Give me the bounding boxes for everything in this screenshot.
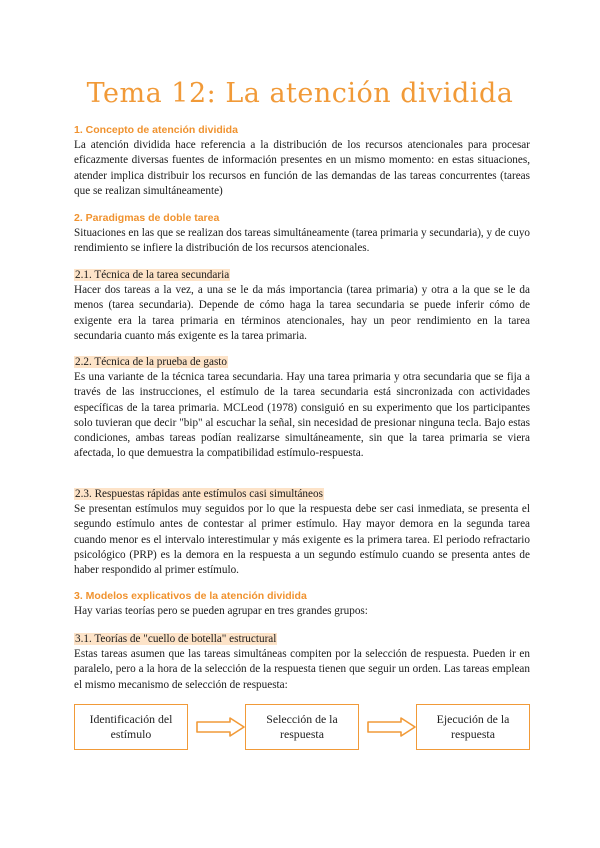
section-2-1 <box>74 268 530 344</box>
section-3-heading: 3. Modelos explicativos de la atención dividida <box>74 590 307 602</box>
section-2-1-heading-text: 2.1. Técnica de la tarea secundaria <box>75 269 230 281</box>
section-2-1-text: Hacer dos tareas a la vez, a una se le da más importancia (tarea primaria) y otra a la que se le da menos (tarea secundaria). Depende de cómo haga la tarea secundaria se puede inferir cómo de exigente era la tarea primaria en términos atencionales, hay un peor rendimiento en la tarea secundaria cuanto más exigente es la tarea primaria. <box>74 284 530 342</box>
section-3-1-heading <box>74 632 530 646</box>
section-2-2-text: Es una variante de la técnica tarea secundaria. Hay una tarea primaria y otra secundaria que se fija a través de las instrucciones, el estímulo de la tarea secundaria está sincronizada con actividades específicas de la tarea primaria. MCLeod (1978) consiguió en su experimento que los participantes solo tuvieran que decir "bip" al escuchar la señal, sin necesidad de presionar ninguna tecla. Bajo estas condiciones, ambas tareas podían realizarse simultáneamente, sin que la tarea primaria se viera afectada, lo que demuestra la compatibilidad estímulo-respuesta. <box>74 371 530 460</box>
section-1-heading: 1. Concepto de atención dividida <box>74 124 238 136</box>
section-3 <box>74 590 530 619</box>
section-2-2-heading <box>74 355 530 369</box>
section-2-3-heading-text: 2.3. Respuestas rápidas ante estímulos casi simultáneos <box>75 488 323 500</box>
page-title: Tema 12: La atención dividida <box>86 78 514 109</box>
flow-box-selection: Selección de la respuesta <box>245 704 359 750</box>
section-2-1-heading <box>74 268 530 282</box>
flow-box-execution: Ejecución de la respuesta <box>416 704 530 750</box>
section-3-1 <box>74 632 530 693</box>
flow-arrow-2-icon <box>367 717 417 737</box>
section-1-text: La atención dividida hace referencia a la distribución de los recursos atencionales para procesar eficazmente diversas fuentes de información presentes en un mismo momento: en estas situaciones, atender implica distribuir los recursos en función de las demandas de las tareas concurrentes (tareas que se realizan simultáneamente) <box>74 139 530 197</box>
section-2-heading: 2. Paradigmas de doble tarea <box>74 212 220 224</box>
section-2 <box>74 212 530 257</box>
flow-arrow-1-icon <box>196 717 246 737</box>
section-2-3-text: Se presentan estímulos muy seguidos por lo que la respuesta debe ser casi inmediata, se presenta el segundo estímulo antes de contestar al primer estímulo. Hay mayor demora en la segunda tarea cuando menor es el intervalo interestimular y más exigente es la primera tarea. El periodo refractario psicológico (PRP) es la demora en la respuesta a un segundo estímulo cuando se presenta antes de haber respondido al primer estímulo. <box>74 503 530 577</box>
section-3-1-text: Estas tareas asumen que las tareas simultáneas compiten por la selección de respuesta. Pueden ir en paralelo, pero a la hora de la selección de la respuesta tienen que seguir un orden. Las tareas emplean el mismo mecanismo de selección de respuesta: <box>74 648 530 691</box>
section-3-1-heading-text: 3.1. Teorías de "cuello de botella" estructural <box>75 633 277 645</box>
section-2-3-heading <box>74 487 530 501</box>
section-2-3 <box>74 487 530 578</box>
section-2-2-heading-text: 2.2. Técnica de la prueba de gasto <box>75 356 228 368</box>
section-2-2 <box>74 355 530 462</box>
section-1 <box>74 124 530 199</box>
section-3-text: Hay varias teorías pero se pueden agrupar en tres grandes grupos: <box>74 605 368 617</box>
section-2-text: Situaciones en las que se realizan dos tareas simultáneamente (tarea primaria y secundaria), y de cuyo rendimiento se infiere la distribución de los recursos atencionales. <box>74 227 531 255</box>
flow-box-identification: Identificación del estímulo <box>74 704 188 750</box>
bottleneck-flow-diagram <box>74 704 530 750</box>
